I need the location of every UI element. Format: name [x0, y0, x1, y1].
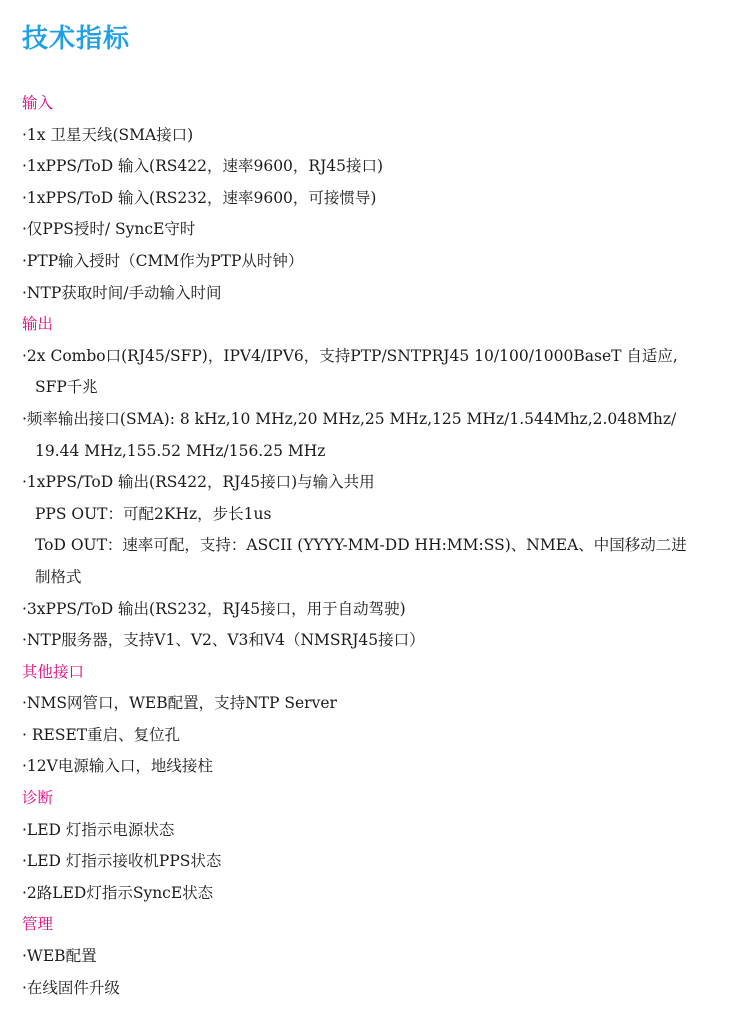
page-title: 技术指标 — [22, 24, 131, 54]
spec-line: ·PTP输入授时（CMM作为PTP从时钟） — [22, 251, 304, 270]
spec-content — [22, 88, 750, 1004]
spec-line: ·WEB配置 — [22, 947, 97, 966]
spec-line-continuation: ToD OUT：速率可配，支持：ASCII (YYYY-MM-DD HH:MM:SS)、NMEA、中国移动二进 — [35, 536, 687, 555]
spec-line: ·2x Combo口(RJ45/SFP)，IPV4/IPV6，支持PTP/SNTPRJ45 10/100/1000BaseT 自适应, — [22, 346, 678, 365]
section-heading: 输入 — [22, 94, 54, 112]
spec-line: ·频率输出接口(SMA): 8 kHz,10 MHz,20 MHz,25 MHz,125 MHz/1.544Mhz,2.048Mhz/ — [22, 409, 677, 428]
spec-line-continuation: 19.44 MHz,155.52 MHz/156.25 MHz — [35, 441, 326, 460]
section-heading: 诊断 — [22, 789, 54, 808]
spec-line: ·NTP获取时间/手动输入时间 — [22, 283, 222, 302]
section-heading: 其他接口 — [22, 662, 85, 681]
spec-line: ·1xPPS/ToD 输入(RS232，速率9600，可接惯导) — [22, 188, 377, 207]
spec-line: ·1xPPS/ToD 输出(RS422，RJ45接口)与输入共用 — [22, 473, 375, 492]
spec-line-continuation: SFP千兆 — [35, 378, 98, 397]
spec-line: ·1x 卫星天线(SMA接口) — [22, 125, 194, 144]
spec-line: ·NTP服务器，支持V1、V2、V3和V4（NMSRJ45接口） — [22, 631, 425, 650]
spec-section — [22, 783, 750, 909]
spec-line-continuation: PPS OUT：可配2KHz，步长1us — [35, 504, 272, 523]
spec-line: ·2路LED灯指示SyncE状态 — [22, 883, 214, 902]
section-heading: 输出 — [22, 315, 54, 334]
spec-section — [22, 909, 750, 1004]
spec-line: ·LED 灯指示电源状态 — [22, 820, 175, 839]
spec-line: ·仅PPS授时/ SyncE守时 — [22, 220, 196, 239]
spec-line: ·1xPPS/ToD 输入(RS422，速率9600，RJ45接口) — [22, 157, 384, 176]
spec-line: · RESET重启、复位孔 — [22, 725, 181, 744]
spec-section — [22, 309, 750, 657]
spec-line: ·3xPPS/ToD 输出(RS232，RJ45接口，用于自动驾驶) — [22, 599, 406, 618]
spec-line: ·LED 灯指示接收机PPS状态 — [22, 852, 222, 871]
spec-line: ·NMS网管口，WEB配置，支持NTP Server — [22, 694, 337, 713]
spec-section — [22, 657, 750, 783]
spec-line: ·在线固件升级 — [22, 978, 120, 997]
spec-line-continuation: 制格式 — [35, 567, 82, 586]
section-heading: 管理 — [22, 915, 54, 934]
spec-line: ·12V电源输入口，地线接柱 — [22, 757, 213, 776]
spec-section — [22, 88, 750, 309]
